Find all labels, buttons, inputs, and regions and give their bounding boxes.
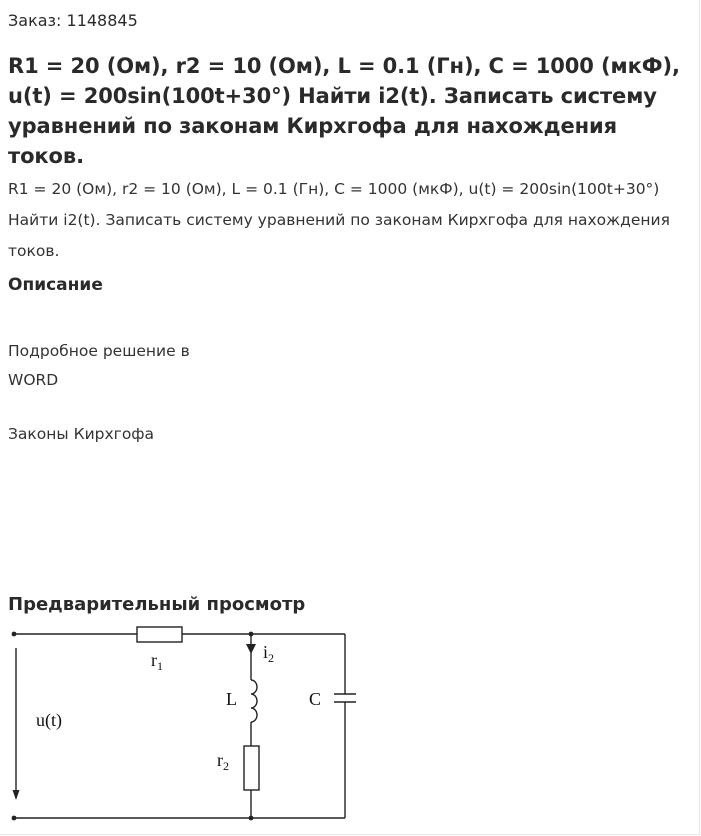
node-top <box>249 632 254 637</box>
label-L: L <box>226 689 237 709</box>
description-line-2: WORD <box>8 371 59 389</box>
voltage-arrowhead <box>13 790 20 800</box>
label-r1: $r_1$ <box>151 650 163 673</box>
description-line-1: Подробное решение в <box>8 342 190 360</box>
task-text: R1 = 20 (Ом), r2 = 10 (Ом), L = 0.1 (Гн), C = 1000 (мкФ), u(t) = 200sin(100t+30°) Найти i2(t). Записать систему уравнений по законам Кирхгофа для нахождения токов. <box>8 180 670 260</box>
current-i2-arrow <box>246 644 256 654</box>
description-solution <box>8 337 190 395</box>
order-number: Заказ: 1148845 <box>8 11 138 30</box>
label-i2: $i_2$ <box>263 642 275 665</box>
label-r2: $r_2$ <box>217 750 229 773</box>
label-u: u(t) <box>36 710 62 730</box>
description-topic: Законы Кирхгофа <box>8 425 155 443</box>
inductor-coil <box>251 680 257 722</box>
label-C: C <box>309 689 322 709</box>
resistor-r2 <box>244 746 259 790</box>
resistor-r1 <box>137 627 182 642</box>
node-bottom <box>249 816 254 821</box>
description-heading: Описание <box>8 275 103 295</box>
terminal-bottom <box>12 816 17 821</box>
task-title: R1 = 20 (Ом), r2 = 10 (Ом), L = 0.1 (Гн), C = 1000 (мкФ), u(t) = 200sin(100t+30°) Найти i2(t). Записать систему уравнений по законам Кирхгофа для нахождения токов. <box>8 54 680 168</box>
terminal-top <box>12 632 17 637</box>
circuit-diagram <box>0 620 701 836</box>
preview-heading: Предварительный просмотр <box>8 594 306 615</box>
